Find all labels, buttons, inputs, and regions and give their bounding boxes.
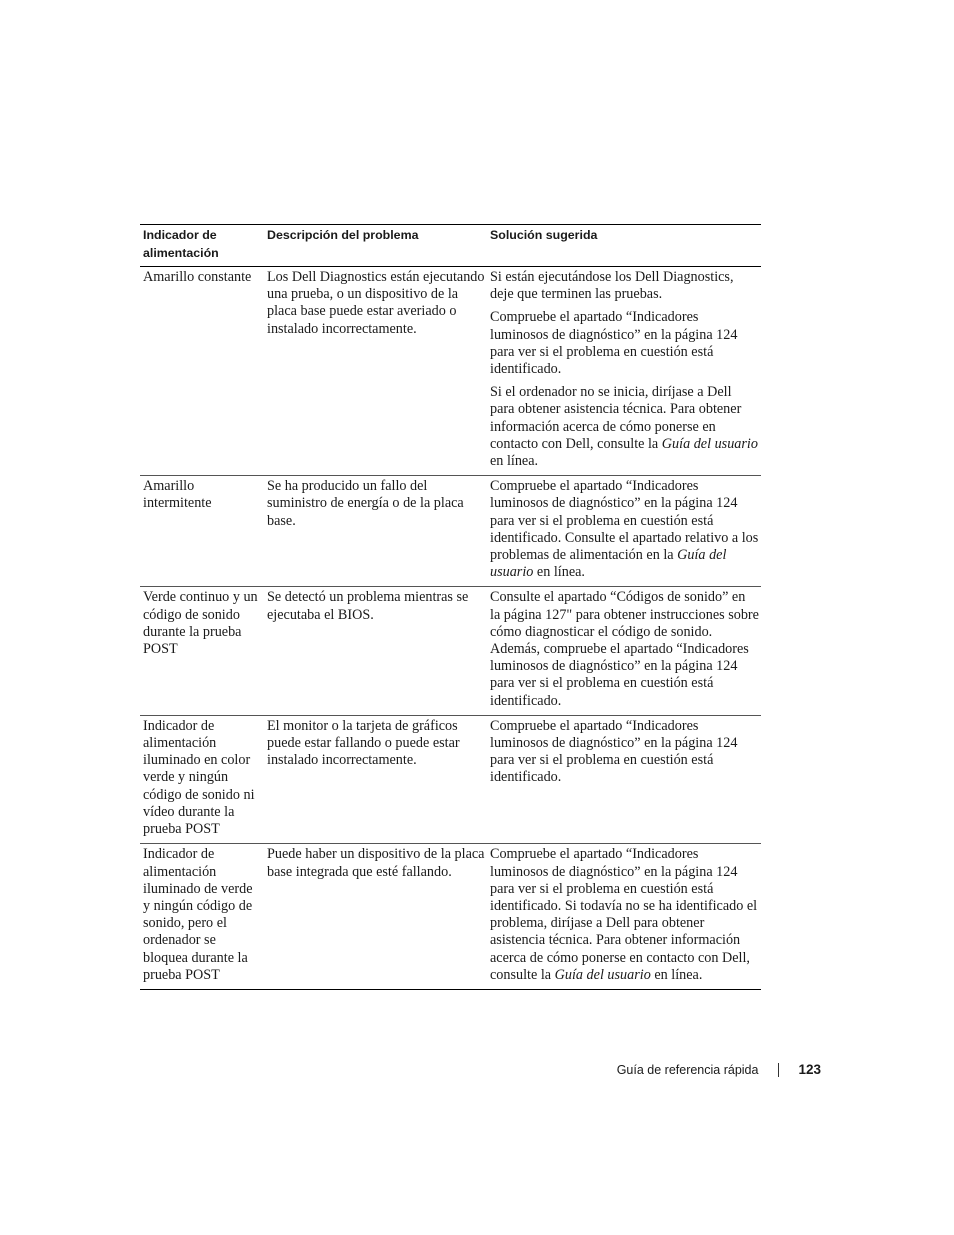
cell-indicator: Amarillo intermitente xyxy=(143,478,212,512)
solution-text: Compruebe el apartado “Indicadores luminosos de diagnóstico” en la página 124 para ver si el problema en cuestión está identificado. Si todavía no se ha identificado el problema, diríjase a Dell para obtener asistencia técnica. Para obtener información acerca de cómo ponerse en contacto con Dell, consulte la xyxy=(490,846,758,983)
solution-paragraph xyxy=(490,478,759,581)
guide-title-emphasis: Guía del usuario xyxy=(490,547,727,581)
solution-text: en línea. xyxy=(650,966,703,983)
solution-text: Compruebe el apartado “Indicadores luminosos de diagnóstico” en la página 124 para ver si el problema en cuestión está identificado. Consulte el apartado relativo a los problemas de alimentación en la xyxy=(490,478,759,564)
solution-paragraph xyxy=(490,269,759,303)
power-light-troubleshooting-table xyxy=(140,224,761,990)
cell-description: Los Dell Diagnostics están ejecutando una prueba, o un dispositivo de la placa base puede estar averiado o instalado incorrectamente. xyxy=(267,269,485,337)
solution-paragraph xyxy=(490,309,759,378)
cell-solution xyxy=(487,715,761,843)
solution-text: en línea. xyxy=(533,564,585,581)
solution-text: Compruebe el apartado “Indicadores luminosos de diagnóstico” en la página 124 para ver si el problema en cuestión está identificado. xyxy=(490,309,738,378)
cell-solution xyxy=(487,476,761,587)
cell-indicator: Indicador de alimentación iluminado en color verde y ningún código de sonido ni vídeo durante la prueba POST xyxy=(143,717,255,838)
table-row xyxy=(140,267,761,476)
solution-text: en línea. xyxy=(490,453,539,470)
cell-indicator: Verde continuo y un código de sonido durante la prueba POST xyxy=(143,589,258,658)
footer-divider xyxy=(778,1063,779,1077)
header-description: Descripción del problema xyxy=(267,228,419,242)
solution-paragraph xyxy=(490,384,759,470)
table-body xyxy=(140,267,761,990)
guide-title-emphasis: Guía del usuario xyxy=(554,966,651,983)
cell-solution xyxy=(487,587,761,715)
header-solution: Solución sugerida xyxy=(490,228,598,242)
cell-solution xyxy=(487,844,761,990)
cell-indicator: Indicador de alimentación iluminado de verde y ningún código de sonido, pero el ordenador se bloquea durante la prueba POST xyxy=(143,846,253,983)
page-footer xyxy=(617,1062,821,1077)
cell-solution xyxy=(487,267,761,476)
solution-text: Compruebe el apartado “Indicadores luminosos de diagnóstico” en la página 124 para ver si el problema en cuestión está identificado. xyxy=(490,717,738,786)
page-number: 123 xyxy=(798,1062,821,1077)
table-header xyxy=(140,225,761,267)
cell-description: Se detectó un problema mientras se ejecutaba el BIOS. xyxy=(267,589,469,623)
table-row xyxy=(140,587,761,715)
guide-title-emphasis: Guía del usuario xyxy=(661,435,758,452)
cell-description: El monitor o la tarjeta de gráficos puede estar fallando o puede estar instalado incorrectamente. xyxy=(267,717,460,769)
cell-description: Se ha producido un fallo del suministro de energía o de la placa base. xyxy=(267,478,464,529)
table-row xyxy=(140,844,761,990)
header-row xyxy=(140,225,761,267)
solution-paragraph xyxy=(490,718,759,787)
solution-paragraph xyxy=(490,846,759,984)
footer-title: Guía de referencia rápida xyxy=(616,1062,759,1077)
table-row xyxy=(140,715,761,843)
cell-description: Puede haber un dispositivo de la placa base integrada que esté fallando. xyxy=(267,846,485,880)
solution-text: Si están ejecutándose los Dell Diagnostics, deje que terminen las pruebas. xyxy=(490,269,734,303)
header-indicator: Indicador de alimentación xyxy=(143,228,219,260)
table-row xyxy=(140,476,761,587)
solution-text: Si el ordenador no se inicia, diríjase a Dell para obtener asistencia técnica. Para obtener información acerca de cómo ponerse en contacto con Dell, consulte la xyxy=(490,384,742,452)
cell-indicator: Amarillo constante xyxy=(143,269,252,285)
solution-text: Consulte el apartado “Códigos de sonido” en la página 127" para obtener instrucciones sobre cómo diagnosticar el código de sonido. Además, compruebe el apartado “Indicadores luminosos de diagnóstico” en la página 124 para ver si el problema en cuestión está identificado. xyxy=(490,589,759,709)
solution-paragraph xyxy=(490,589,759,709)
